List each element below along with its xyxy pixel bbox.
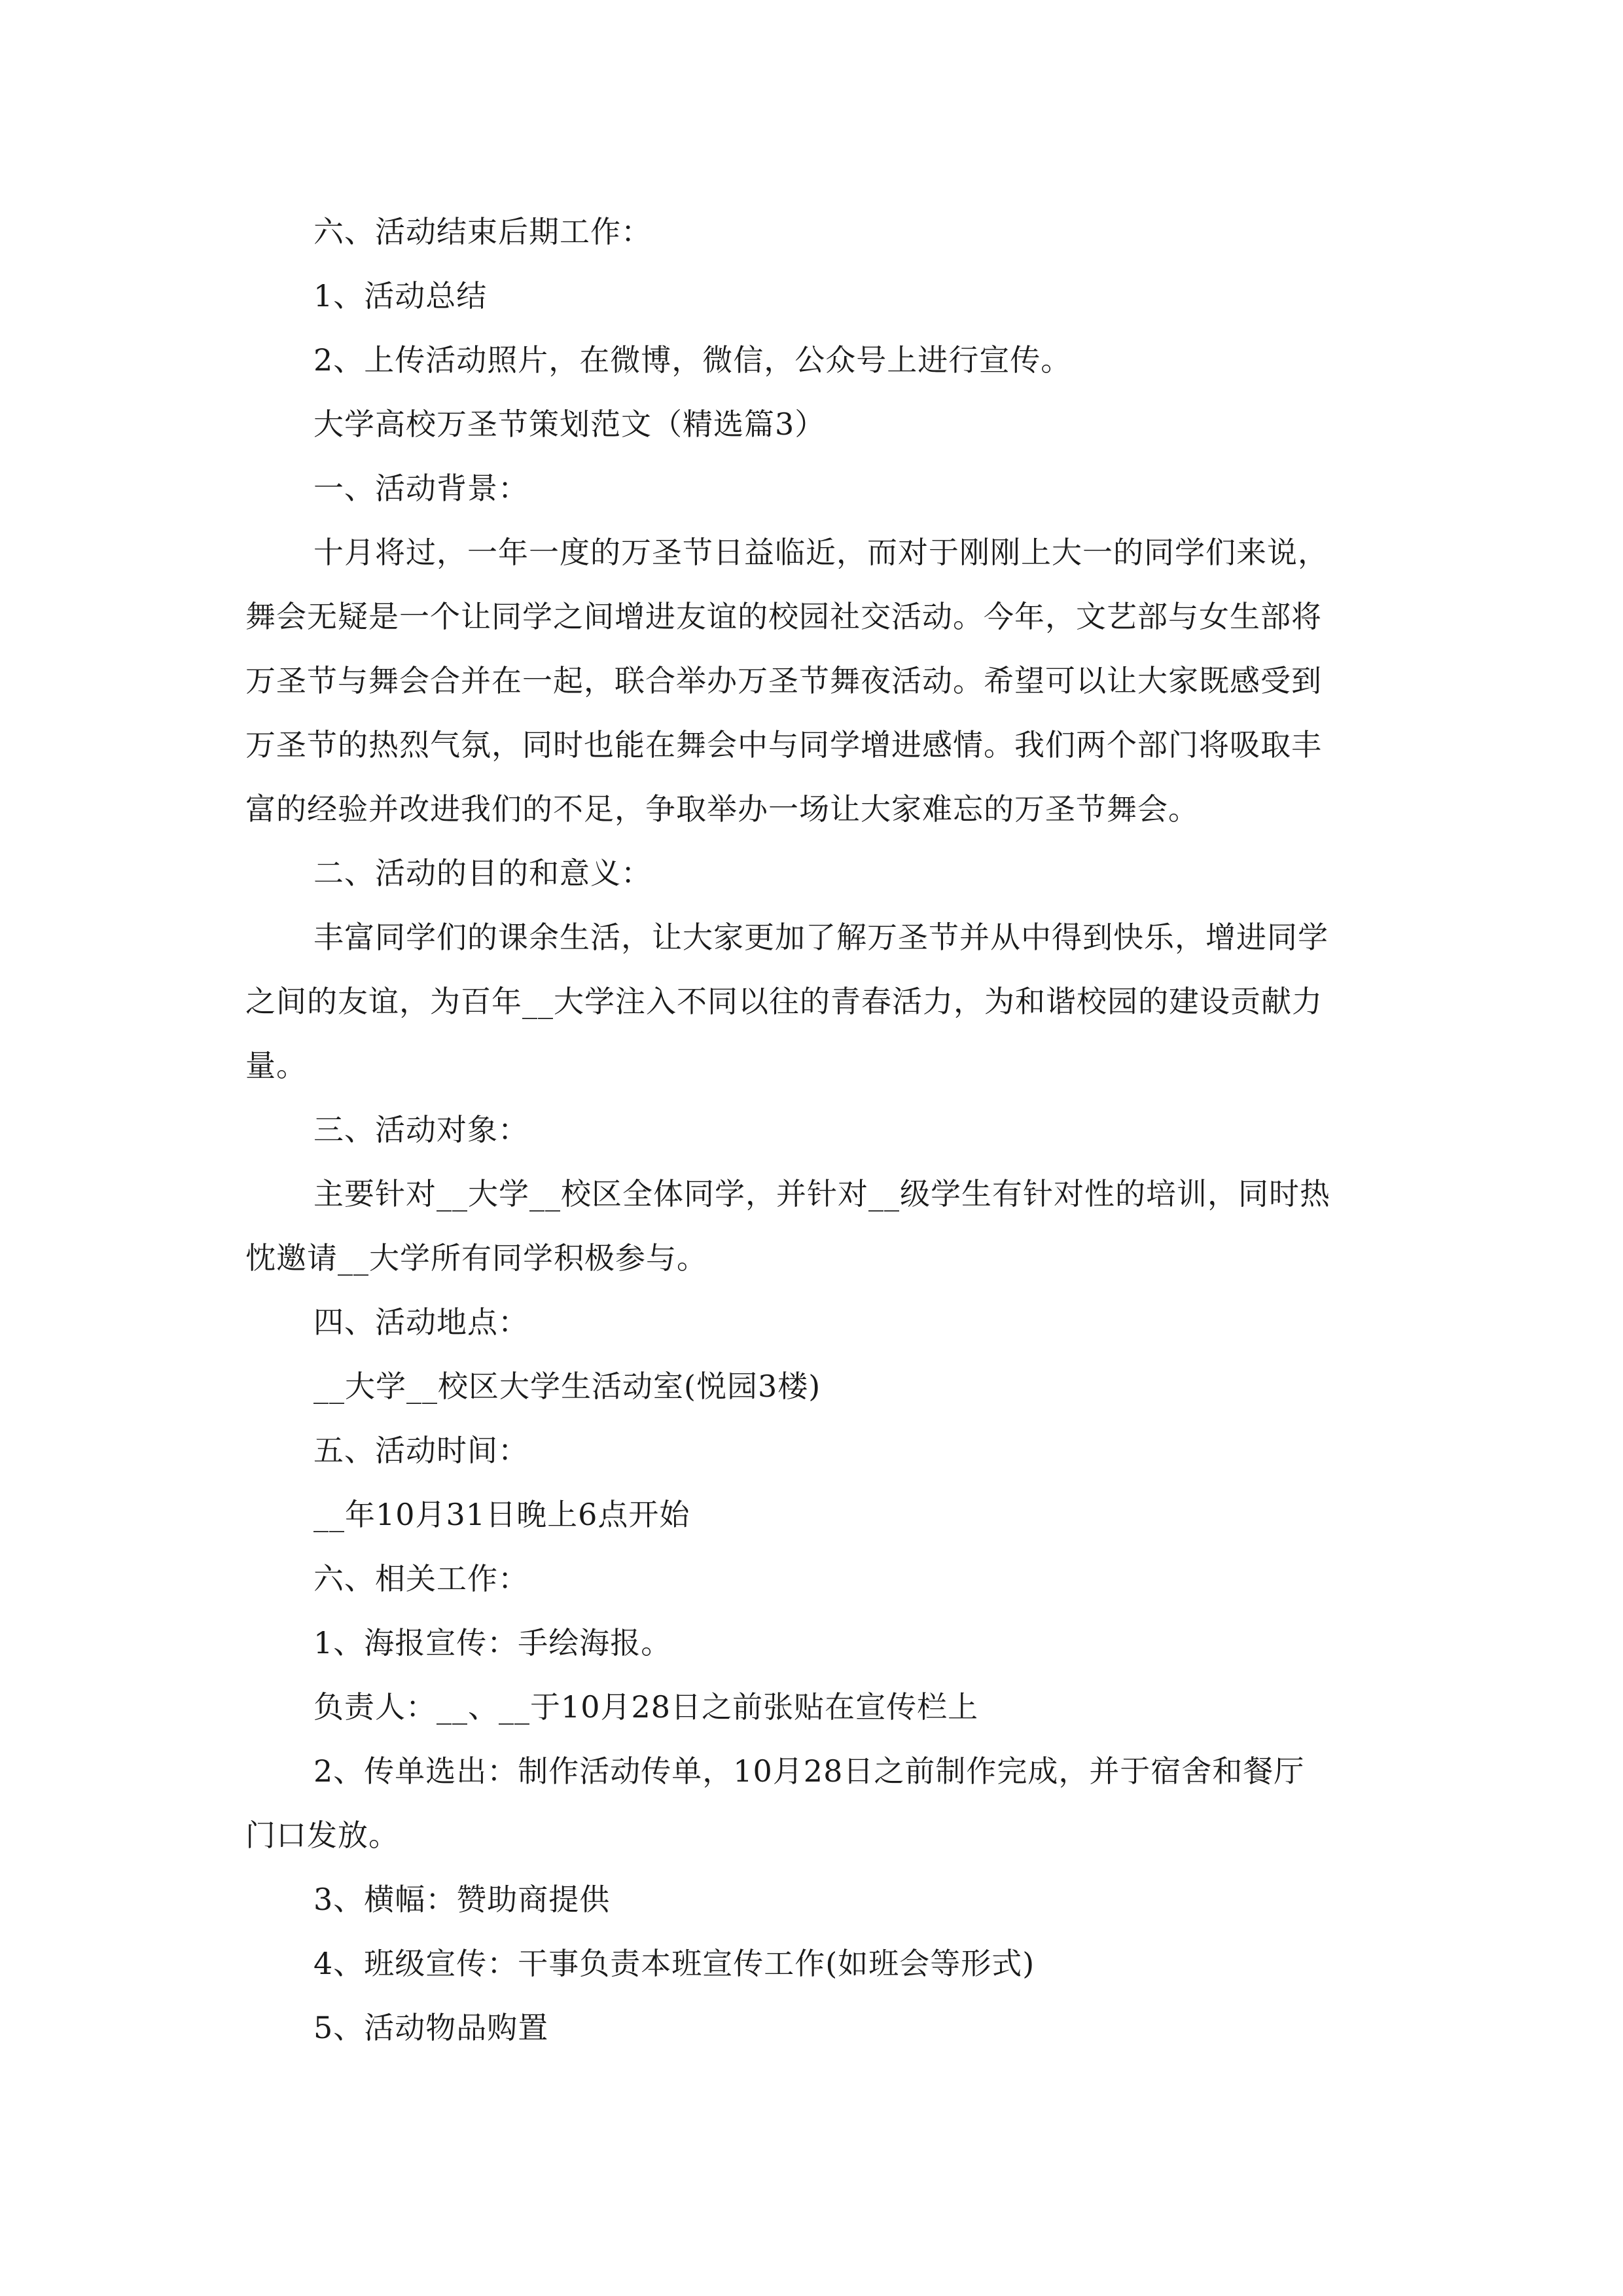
paragraph-line: 忱邀请__大学所有同学积极参与。 <box>245 1240 707 1276</box>
list-item: 3、横幅：赞助商提供 <box>313 1882 611 1917</box>
section-heading-audience: 三、活动对象： <box>313 1112 529 1147</box>
paragraph-line: 十月将过，一年一度的万圣节日益临近，而对于刚刚上大一的同学们来说， <box>313 535 1329 570</box>
section-heading-time: 五、活动时间： <box>313 1433 529 1468</box>
paragraph-line: 门口发放。 <box>245 1818 399 1853</box>
paragraph-line: 主要针对__大学__校区全体同学，并针对__级学生有针对性的培训，同时热 <box>313 1176 1330 1211</box>
paragraph-line: 之间的友谊，为百年__大学注入不同以往的青春活力，为和谐校园的建设贡献力 <box>245 984 1323 1019</box>
section-heading-location: 四、活动地点： <box>313 1304 529 1340</box>
paragraph-line: 富的经验并改进我们的不足，争取举办一场让大家难忘的万圣节舞会。 <box>245 791 1199 827</box>
list-item: 4、班级宣传：干事负责本班宣传工作(如班会等形式) <box>313 1946 1035 1981</box>
list-item: 2、传单选出：制作活动传单，10月28日之前制作完成，并于宿舍和餐厅 <box>313 1753 1305 1789</box>
list-item: 负责人：__、__于10月28日之前张贴在宣传栏上 <box>313 1689 979 1725</box>
section-heading-related-work: 六、相关工作： <box>313 1561 529 1596</box>
paragraph-line: 量。 <box>245 1048 307 1083</box>
list-item: 1、海报宣传：手绘海报。 <box>313 1625 672 1660</box>
article-title: 大学高校万圣节策划范文（精选篇3） <box>313 406 826 442</box>
section-heading-purpose: 二、活动的目的和意义： <box>313 855 652 891</box>
section-heading-post-event: 六、活动结束后期工作： <box>313 214 652 249</box>
paragraph-line: __年10月31日晚上6点开始 <box>313 1497 690 1532</box>
paragraph-line: 万圣节与舞会合并在一起，联合举办万圣节舞夜活动。希望可以让大家既感受到 <box>245 663 1322 698</box>
list-item: 1、活动总结 <box>313 278 488 314</box>
paragraph-line: 丰富同学们的课余生活，让大家更加了解万圣节并从中得到快乐，增进同学 <box>313 920 1329 955</box>
paragraph-line: __大学__校区大学生活动室(悦园3楼) <box>313 1369 821 1404</box>
paragraph-line: 万圣节的热烈气氛，同时也能在舞会中与同学增进感情。我们两个部门将吸取丰 <box>245 727 1322 762</box>
list-item: 2、上传活动照片，在微博，微信，公众号上进行宣传。 <box>313 342 1072 378</box>
document-body <box>245 200 1381 2060</box>
section-heading-background: 一、活动背景： <box>313 471 529 506</box>
list-item: 5、活动物品购置 <box>313 2010 549 2045</box>
paragraph-line: 舞会无疑是一个让同学之间增进友谊的校园社交活动。今年，文艺部与女生部将 <box>245 599 1322 634</box>
